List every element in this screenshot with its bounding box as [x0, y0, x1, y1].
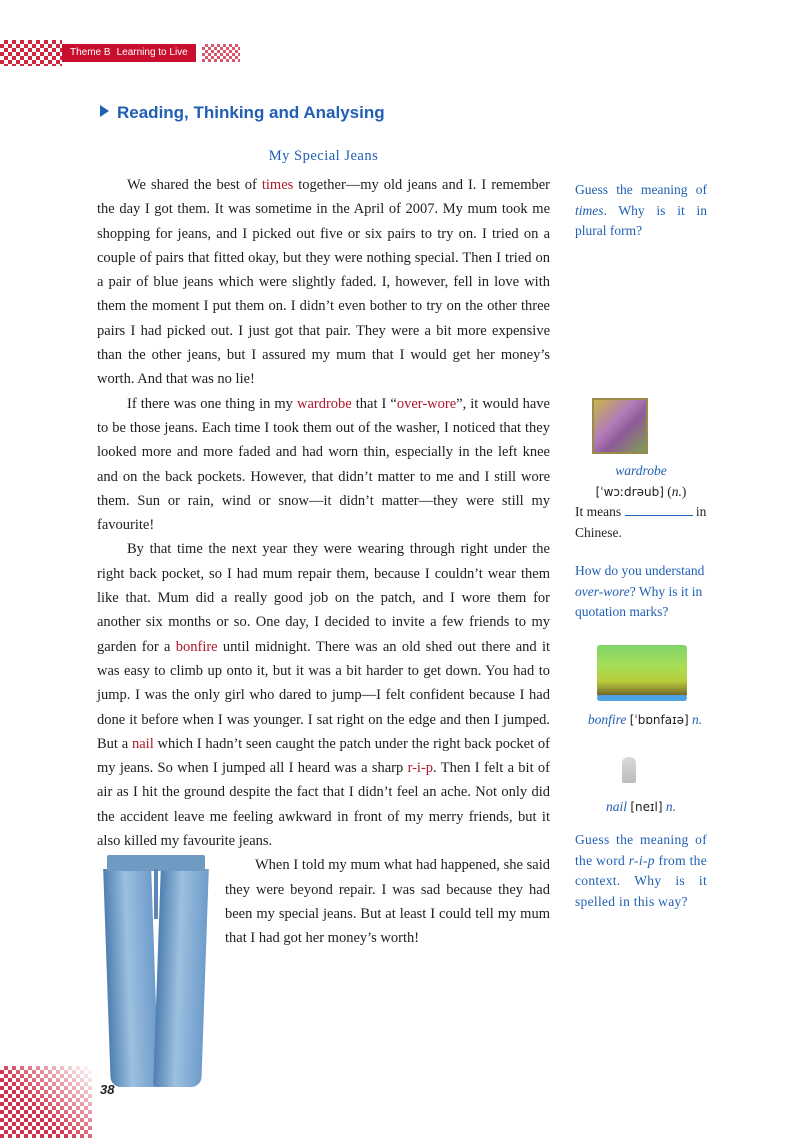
- jeans-illustration: [97, 855, 215, 1090]
- checker-decoration-bottom: [0, 1066, 92, 1138]
- story-title: My Special Jeans: [268, 148, 379, 164]
- keyword-times: times: [261, 177, 294, 193]
- vocab-wardrobe: wardrobe [ˈwɔːdrəub] (n.) It means in Chinese.: [575, 463, 707, 540]
- triangle-bullet-icon: [100, 105, 109, 117]
- jeans-fly: [154, 869, 158, 919]
- vocab-bonfire: bonfire [ˈbɒnfaɪə] n.: [587, 712, 703, 727]
- bonfire-image: [597, 645, 687, 697]
- margin-note-over-wore: How do you understand over-wore? Why is it in quotation marks?: [575, 563, 705, 619]
- wardrobe-image: [592, 398, 648, 454]
- vocab-word: bonfire: [587, 712, 627, 727]
- phonetic: [ˈwɔːdrəub]: [595, 484, 664, 499]
- fill-in-blank[interactable]: [625, 504, 693, 516]
- jeans-right-leg: [153, 869, 209, 1087]
- phonetic: [neɪl]: [630, 800, 663, 814]
- section-title-text: Reading, Thinking and Analysing: [117, 103, 385, 122]
- margin-note-times: Guess the meaning of times. Why is it in plural form?: [575, 182, 707, 238]
- header-theme: Theme B: [70, 47, 111, 58]
- keyword-wardrobe: wardrobe: [296, 395, 352, 412]
- story-body: [97, 173, 550, 1090]
- checker-decoration-top: [0, 40, 62, 66]
- nail-image: [622, 757, 636, 783]
- paragraph-1: We shared the best of times together—my old jeans and I. I remember the day I got them. It was sometime in the April of 2007. My mum took me shopping for jeans, and I picked out five or six pairs to try on. I tried on a couple of pairs that fitted okay, but they were nothing special. Then I tried on a pair of blue jeans which were slightly faded. I, however, fell in love with them the moment I put them on. I didn’t even bother to try on the other three pairs I had picked out. I just got that pair. They were a bit more expensive than the other jeans, but I assured my mum that I would get her money’s worth. And that was no lie!: [97, 177, 550, 388]
- keyword-bonfire: bonfire: [175, 638, 218, 655]
- paragraph-2: If there was one thing in my wardrobe that I “over-wore”, it would have to be those jeans. Each time I took them out of the washer, I noticed that they looked more and more faded and had worn thin, especially in the left knee and on the back pockets. However, that didn’t matter to me and I still wore them. Sun or rain, wind or snow—it didn’t matter—they were still my favourite!: [97, 395, 550, 534]
- paragraph-3: By that time the next year they were wearing through right under the right back pocket, so I had mum repair them, because I couldn’t wear them like that. Mum did a really good job on the patch, and I wore them for another six months or so. One day, I decided to invite a few friends to my garden for a bonfire until midnight. There was an old shed out there and it was easy to climb up onto it, but it was a bit harder to get down. You had to jump. I was the only girl who dared to jump—I felt confident because I had done it before when I was younger. I sat right on the edge and then I jumped. But a nail which I hadn’t seen caught the patch under the right back pocket of my jeans. So when I jumped all I heard was a sharp r-i-p. Then I felt a bit of air as I hit the ground despite the fact that I didn’t feel an ache. Not only did the accident leave me feeling awkward in front of my merry friends, but it also killed my favourite jeans.: [97, 541, 550, 850]
- section-title: [100, 103, 385, 123]
- running-header: [62, 44, 196, 62]
- vocab-word: wardrobe: [615, 463, 667, 478]
- phonetic: [ˈbɒnfaɪə]: [629, 713, 689, 727]
- keyword-over-wore: over-wore: [396, 395, 457, 412]
- checker-decoration-header-tail: [202, 44, 240, 62]
- jeans-image: [97, 855, 215, 1090]
- vocab-nail: nail [neɪl] n.: [605, 799, 677, 814]
- vocab-word: nail: [605, 799, 627, 814]
- paragraph-4: When I told my mum what had happened, she said they were beyond repair. I was sad because they had been my special jeans. But at least I could tell my mum that I had got her money’s worth!: [225, 857, 550, 947]
- margin-note-rip: Guess the meaning of the word r-i-p from the context. Why is it spelled in this way?: [575, 832, 708, 909]
- keyword-rip: r-i-p: [407, 760, 434, 777]
- keyword-nail: nail: [132, 735, 154, 752]
- jeans-left-leg: [103, 869, 159, 1087]
- header-theme-title: Learning to Live: [116, 47, 188, 58]
- page-number: 38: [100, 1082, 115, 1097]
